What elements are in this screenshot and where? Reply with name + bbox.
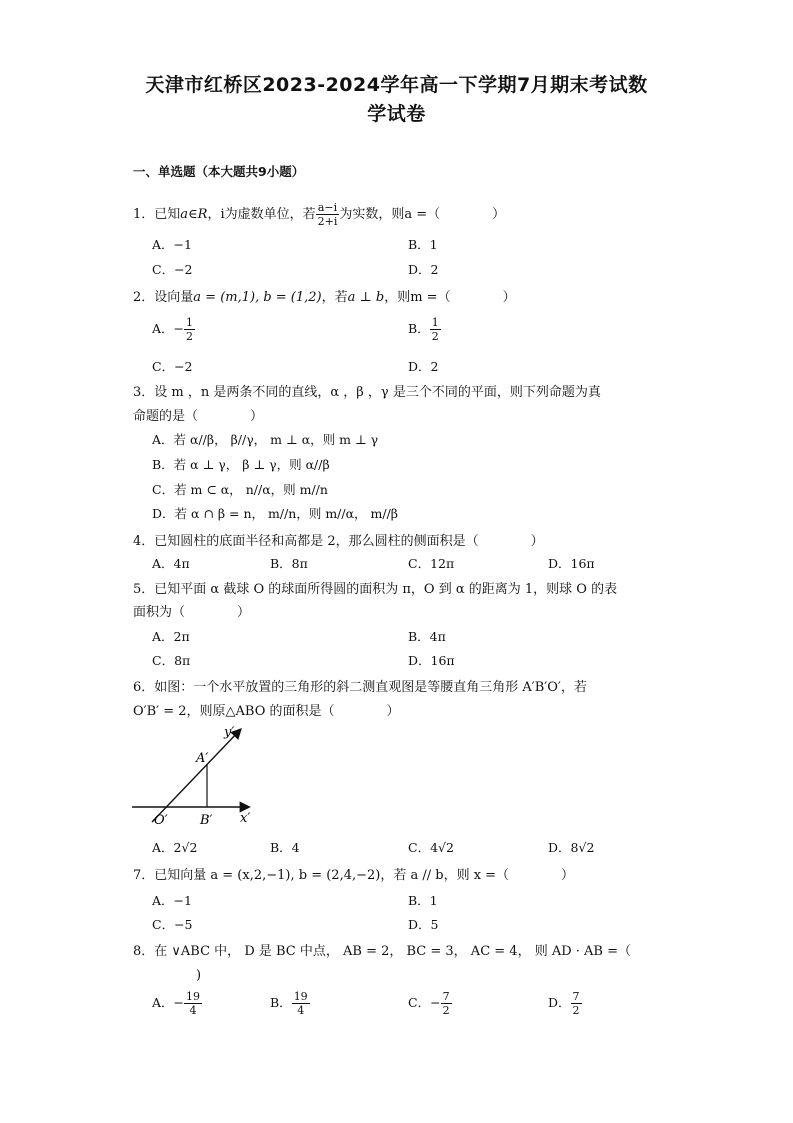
q8-option-c-label: C． [408, 995, 431, 1010]
q2-option-a[interactable] [152, 316, 195, 343]
q2-mid: ，若 [321, 290, 348, 305]
q2-option-c[interactable]: C．−2 [152, 359, 193, 374]
q8-option-a-label: A． [152, 995, 174, 1010]
q3-option-a[interactable]: A．若 α//β， β//γ， m ⊥ α，则 m ⊥ γ [152, 432, 379, 447]
question-1-stem [133, 201, 505, 228]
label-b-prime: B′ [200, 813, 213, 828]
q8-c-num: 7 [442, 990, 450, 1003]
q1-frac-den: 2+i [317, 215, 338, 228]
q4-option-d[interactable]: D．16π [548, 556, 595, 571]
q1-pre: 1．已知 [133, 207, 181, 222]
q6-option-a[interactable]: A．2√2 [152, 840, 198, 855]
question-3-line2: 命题的是（ ） [133, 409, 264, 424]
q7-option-a[interactable]: A．−1 [152, 893, 192, 908]
q2-a-den: 2 [186, 330, 194, 343]
question-8-line2: ) [170, 968, 202, 983]
question-5-line2: 面积为（ ） [133, 605, 251, 620]
q1-a-in-r: a∈R [180, 207, 208, 222]
question-4-stem: 4．已知圆柱的底面半径和高都是 2，那么圆柱的侧面积是（ ） [133, 534, 544, 549]
q8-a-den: 4 [189, 1004, 197, 1017]
label-x-prime: x′ [240, 811, 251, 826]
question-5-line1: 5．已知平面 α 截球 O 的球面所得圆的面积为 π，O 到 α 的距离为 1，则球 O 的表 [133, 582, 618, 597]
section-heading: 一、单选题（本大题共9小题） [133, 164, 305, 179]
q5-option-c[interactable]: C．8π [152, 653, 191, 668]
q1-post: 为实数，则 [339, 207, 405, 222]
label-o-prime: O′ [154, 813, 168, 828]
q1-option-b[interactable]: B．1 [408, 237, 438, 252]
q8-d-den: 2 [572, 1004, 580, 1017]
q8-option-c[interactable] [408, 990, 452, 1017]
q3-option-d[interactable]: D．若 α ∩ β = n， m//n，则 m//α， m//β [152, 506, 399, 521]
q2-option-a-label: A． [152, 321, 174, 336]
q4-option-a[interactable]: A．4π [152, 556, 190, 571]
q2-option-b[interactable] [408, 316, 441, 343]
q8-option-d-frac [571, 990, 582, 1017]
q6-figure [128, 718, 268, 830]
q8-option-b-frac [292, 990, 310, 1017]
q5-option-b[interactable]: B．4π [408, 629, 446, 644]
q8-option-b[interactable] [270, 990, 310, 1017]
q1-fraction [316, 201, 340, 228]
page-title-line2: 学试卷 [367, 103, 426, 125]
q2-option-d[interactable]: D．2 [408, 359, 439, 374]
question-6-line2: O′B′ = 2，则原△ABO 的面积是（ ） [133, 704, 400, 719]
q2-a-num: 1 [186, 316, 194, 329]
q8-option-c-frac [441, 990, 452, 1017]
question-2-stem [133, 286, 516, 305]
q8-option-a-sign: − [173, 995, 185, 1010]
q4-option-b[interactable]: B．8π [270, 556, 308, 571]
q3-option-b[interactable]: B．若 α ⊥ γ， β ⊥ γ，则 α//β [152, 457, 330, 472]
q2-ask: m =（ ） [410, 290, 516, 305]
question-3-line1: 3．设 m ，n 是两条不同的直线，α ，β ，γ 是三个不同的平面，则下列命题为真 [133, 385, 601, 400]
q3-option-c[interactable]: C．若 m ⊂ α， n//α，则 m//n [152, 482, 328, 497]
q8-option-c-sign: − [430, 995, 441, 1010]
q8-option-d-label: D． [548, 995, 571, 1010]
q1-frac-num: a−i [316, 201, 340, 215]
q5-option-a[interactable]: A．2π [152, 629, 190, 644]
label-y-prime: y′ [224, 725, 235, 740]
q1-option-a[interactable]: A．−1 [152, 237, 192, 252]
q7-option-d[interactable]: D．5 [408, 917, 439, 932]
q6-option-b[interactable]: B．4 [270, 840, 300, 855]
question-7-stem: 7．已知向量 a = (x,2,−1), b = (2,4,−2)，若 a // b，则 x =（ ） [133, 868, 575, 883]
q2-b-num: 1 [431, 316, 439, 329]
y-axis [152, 730, 240, 822]
q7-option-c[interactable]: C．−5 [152, 917, 193, 932]
q2-b-den: 2 [431, 330, 439, 343]
question-8-line1: 8．在 ∨ABC 中， D 是 BC 中点， AB = 2， BC = 3， AC = 4， 则 AD · AB =（ [133, 944, 632, 959]
q5-option-d[interactable]: D．16π [408, 653, 455, 668]
q2-post: ，则 [384, 290, 411, 305]
q8-option-a[interactable] [152, 990, 202, 1017]
q8-c-den: 2 [442, 1004, 450, 1017]
q1-option-c[interactable]: C．−2 [152, 262, 193, 277]
q2-option-b-label: B． [408, 321, 430, 336]
label-a-prime: A′ [196, 751, 209, 766]
q2-option-a-sign: − [173, 321, 185, 336]
q2-cond: a ⊥ b [347, 290, 385, 305]
q1-mid: ，i为虚数单位，若 [207, 207, 316, 222]
question-6-line1: 6．如图：一个水平放置的三角形的斜二测直观图是等腰直角三角形 A′B′O′，若 [133, 680, 587, 695]
q1-ask: a =（ ） [404, 207, 506, 222]
q6-option-c[interactable]: C．4√2 [408, 840, 454, 855]
q2-vectors: a = (m,1), b = (1,2) [193, 290, 322, 305]
q1-option-d[interactable]: D．2 [408, 262, 439, 277]
q6-option-d[interactable]: D．8√2 [548, 840, 595, 855]
q8-d-num: 7 [572, 990, 580, 1003]
q8-b-den: 4 [297, 1004, 305, 1017]
page-title-line1: 天津市红桥区2023-2024学年高一下学期7月期末考试数 [145, 74, 648, 96]
q7-option-b[interactable]: B．1 [408, 893, 438, 908]
q2-option-a-frac [184, 316, 195, 343]
q8-b-num: 19 [293, 990, 308, 1003]
q4-option-c[interactable]: C．12π [408, 556, 455, 571]
q8-option-a-frac [184, 990, 202, 1017]
q8-option-b-label: B． [270, 995, 292, 1010]
q8-a-num: 19 [186, 990, 201, 1003]
q2-pre: 2．设向量 [133, 290, 194, 305]
q2-option-b-frac [430, 316, 441, 343]
q8-option-d[interactable] [548, 990, 582, 1017]
